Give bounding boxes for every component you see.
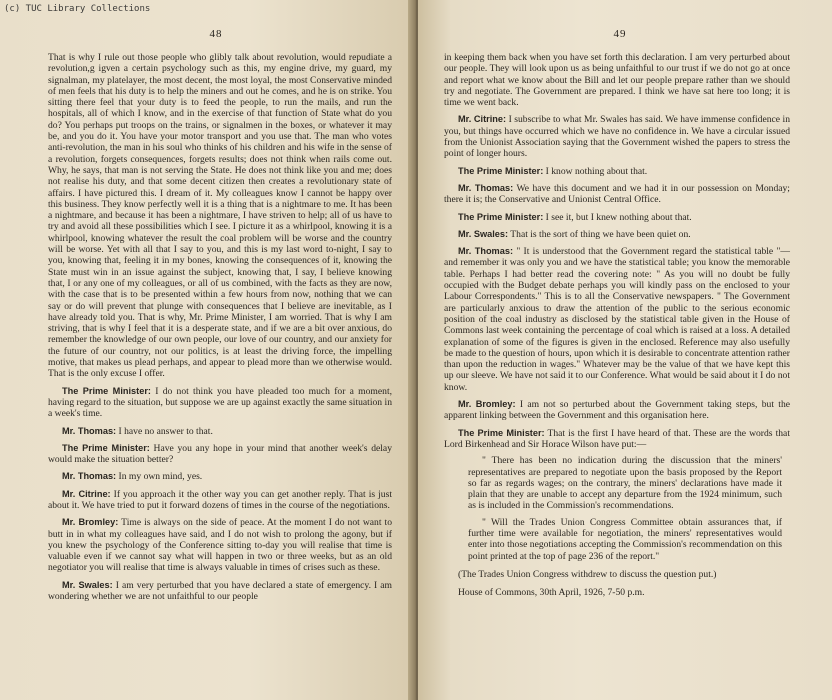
- paragraph: [444, 114, 790, 159]
- paragraph: [444, 212, 790, 223]
- left-page-text: [48, 52, 392, 602]
- closing-line: House of Commons, 30th April, 1926, 7-50 p.m.: [458, 587, 645, 599]
- speaker-name: The Prime Minister:: [458, 165, 544, 176]
- paragraph-text: If you approach it the other way you can get another reply. That is just about it. We have tried to put it forward dozens of times in the course of the negotiations.: [48, 488, 392, 511]
- speaker-name: Mr. Citrine:: [62, 488, 111, 499]
- paragraph: [444, 183, 790, 206]
- page-number-right: 49: [613, 28, 627, 40]
- paragraph-text: I see it, but I knew nothing about that.: [545, 211, 692, 223]
- closing-note: (The Trades Union Congress withdrew to discuss the question put.): [458, 568, 717, 580]
- paragraph: [444, 428, 790, 451]
- speaker-name: Mr. Swales:: [458, 228, 509, 239]
- paragraph-text: Have you any hope in your mind that another week's delay would make the situation better?: [48, 442, 392, 466]
- paragraph-text: That is the sort of thing we have been quiet on.: [510, 228, 691, 240]
- speaker-name: Mr. Thomas:: [458, 182, 514, 193]
- speaker-name: Mr. Thomas:: [62, 425, 117, 436]
- paragraph-text: I subscribe to what Mr. Swales has said. We have immense confidence in you, but things have occurred which we have no confidence in. We have a circular issued from the Unionist Association saying that the Government wished the papers to stress the point of longer hours.: [444, 114, 790, 160]
- speaker-name: Mr. Thomas:: [62, 471, 117, 482]
- paragraph: [444, 166, 790, 177]
- paragraph: [48, 443, 392, 466]
- right-page: [418, 0, 832, 700]
- paragraph-text: In my own mind, yes.: [118, 471, 203, 483]
- speaker-name: Mr. Bromley:: [458, 399, 516, 410]
- speaker-name: Mr. Citrine:: [458, 114, 507, 125]
- paragraph-text: I know nothing about that.: [545, 165, 648, 177]
- paragraph-text: I have no answer to that.: [118, 425, 213, 437]
- speaker-name: The Prime Minister:: [62, 442, 150, 453]
- quoted-passage: " Will the Trades Union Congress Committee obtain assurances that, if further time were available for negotiation, the miners' representatives would enter into those negotiations accepting the Commission's recommendation on this point printed at the top of page 236 of the report.": [468, 516, 782, 562]
- paragraph-text: Time is always on the side of peace. At the moment I do not want to butt in in what my colleagues have said, and I do not wish to prolong the agony, but if you knew the psychology of the Conference sitting to-day you will realise that time is valuable even if we cannot say what will happen in two or three weeks, but as an old negotiator you will realise that time is always valuable in times of crises such as these.: [48, 517, 392, 574]
- right-page-text: [444, 52, 790, 598]
- paragraph: [48, 471, 392, 482]
- watermark: (c) TUC Library Collections: [4, 4, 151, 14]
- left-page: [0, 0, 414, 700]
- paragraph: [444, 399, 790, 422]
- paragraph-text: That is why I rule out those people who glibly talk about revolution, would repudiate a revolution,g igven a certain psychology such as this, my engine drive, my guard, my signalman, my platelayer, the most decent, the most loyal, the most Conservative minded of men feels that his duty is to help the miners and out he comes, and he is on strike. You sitting there feel that your duty is to feed the people, to run the mails, and run the hospitals, all of which I know, and in the exercise of that function of State what do you do? You perhaps put troops on the trains, or signalmen in the boxes, or whatever it may be, and you do it. You have your motor transport and you use that. The man who votes anti-revolution, the man in his soul who thinks of his children and his wife in the sense of a revolution, forgets consequences, forgets results; does not think when rails come out. Why, he says, that man is not serving the State. He does not think like you and me; does not realise his duty, and that some decent citizen then creates a revolutionary state of affairs. I have pictured this. I dream of it. My colleagues know I cannot be happy over this business. They know perfectly well it is a thing that is a nightmare to me. It has been a nightmare, and because it has been a nightmare, I have striven to help; all of us have to try and avoid all these possibilities which I see. I picture it as a whirlpool, knowing it is a whirlpool, knowing whatever the result the coal problem will be worse and the country will be worse. Yet with all that I say to you, and this is my last word to-night, I say to you, knowing that, feeling it in my bones, knowing the consequences of it, knowing the State must win in an issue against the subject, knowing that, I say, I believe knowing that, I or any one of my colleagues, or all of us combined, with the facts as they are now, with the case that is to be presented within a few hours from now, nothing that we can say or do will prevent that plunge with consequences that I believe are inevitable, as I have already told you. That is why, Mr. Prime Minister, I am worried. That is why I am striving, that is why I feel that it is a desperate state, and if we are a bit over anxious, do remember the knowledge of our own people, our love of our country, and our anxiety for the future of our country, not our politics, is at least the driving force, the impelling motive, that makes us plead perhaps, and appear to plead more than we otherwise would. That is the only excuse I offer.: [48, 52, 392, 380]
- paragraph: [48, 517, 392, 573]
- paragraph: [48, 580, 392, 603]
- paragraph: [444, 246, 790, 393]
- paragraph: [48, 489, 392, 512]
- speaker-name: Mr. Thomas:: [458, 246, 514, 257]
- quoted-passage: " There has been no indication during the discussion that the miners' representatives are prepared to negotiate upon the basis proposed by the Report so far as regards wages; on the contrary, the miners' declarations have made it plain that they are unable to accept any departure from the 1924 minimum, such as is included in the Commission's recommendations.: [468, 455, 782, 512]
- paragraph: [444, 229, 790, 240]
- paragraph-text: I am not so perturbed about the Government taking steps, but the apparent linking between the Government and this organisation here.: [444, 399, 790, 422]
- paragraph: [48, 426, 392, 437]
- speaker-name: The Prime Minister:: [62, 385, 151, 396]
- paragraph: [444, 52, 790, 108]
- paragraph-text: I am very perturbed that you have declared a state of emergency. I am wondering whether we are not unfaithful to our people: [48, 579, 392, 603]
- speaker-name: Mr. Swales:: [62, 579, 113, 590]
- paragraph-text: We have this document and we had it in our possession on Monday; there it is; the Conservative and Unionist Central Office.: [444, 182, 790, 206]
- speaker-name: The Prime Minister:: [458, 211, 544, 222]
- paragraph-text: " It is understood that the Government regard the statistical table "—and remember it was only you and we have the statistical table; you know the memorable table. Perhaps I had better read the covering note: " As you will no doubt be fully occupied with the Budget debate perhaps you will kindly pass on the enclosed to your Labour Correspondents." This is to all the Conservative newspapers. " The Government are particularly anxious to draw the attention of the public to the serious economic position of the coal industry as disclosed by the statistical table given in the House of Commons last week containing the percentage of coal which is raised at a loss. A detailed explanation of some of the figures is given in the enclosed. Reference may also usefully be made to the question of hours, upon which it is desirable to concentrate attention rather than upon the reduction in wages." Whatever may be the value of that we have kept this up our sleeve. We have not said it to our Conference. What would be said about it I do not know.: [444, 246, 790, 393]
- speaker-name: The Prime Minister:: [458, 427, 545, 438]
- paragraph: [48, 52, 392, 380]
- paragraph-text: in keeping them back when you have set forth this declaration. I am very perturbed about our people. They will look upon us as being unfaithful to our trust if we do not go at once and report what we know about the Bill and let our people prepare rather than we should try and negotiate. The Government are prepared. I think we have sat here too long; it is time we went back.: [444, 52, 790, 109]
- paragraph-text: I do not think you have pleaded too much for a moment, having regard to the situation, but suppose we are up against exactly the same situation in a week's time.: [48, 385, 393, 420]
- paragraph-text: That is the first I have heard of that. These are the words that Lord Birkenhead and Sir Horace Wilson have put:—: [444, 427, 790, 450]
- page-number-left: 48: [209, 28, 223, 40]
- speaker-name: Mr. Bromley:: [62, 517, 119, 528]
- paragraph: [48, 386, 392, 420]
